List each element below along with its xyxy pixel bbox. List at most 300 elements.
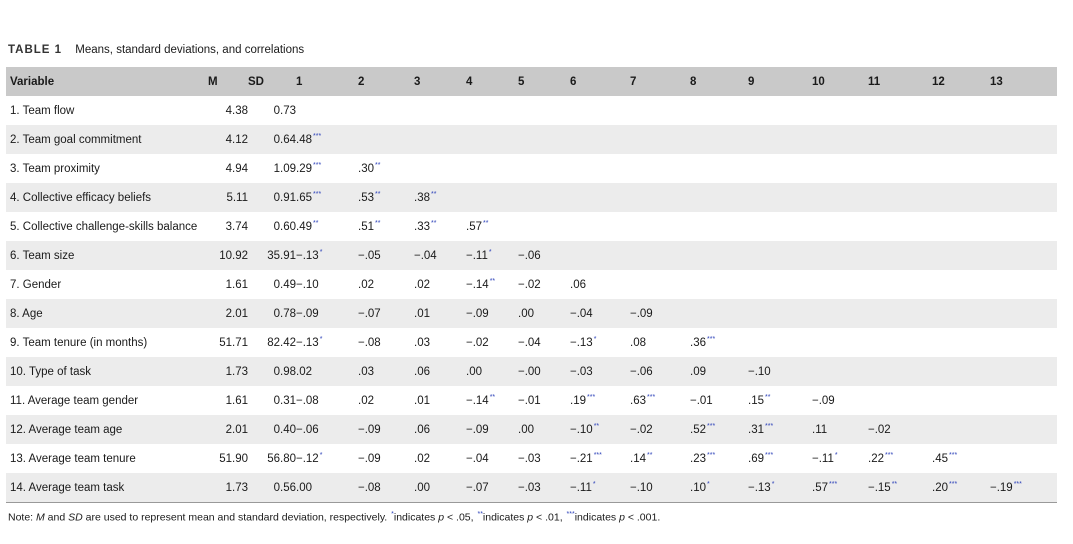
correlation-cell — [358, 473, 414, 503]
correlation-cell — [812, 299, 868, 328]
correlation-cell — [570, 270, 630, 299]
sd-cell: 0.56 — [248, 473, 296, 503]
correlation-cell — [932, 154, 990, 183]
correlation-cell — [812, 212, 868, 241]
correlation-cell — [748, 241, 812, 270]
correlation-value: .10 — [690, 481, 706, 494]
correlation-cell — [414, 444, 466, 473]
column-header: 8 — [690, 75, 697, 88]
table-row — [6, 270, 1057, 299]
correlation-cell — [296, 415, 358, 444]
sd-cell: 0.31 — [273, 394, 296, 407]
correlation-cell — [990, 357, 1057, 386]
note-prefix: Note: — [8, 511, 37, 524]
correlation-value: −.14 — [466, 394, 489, 407]
correlation-cell — [990, 386, 1057, 415]
variable-cell: 2. Team goal commitment — [10, 133, 142, 146]
correlation-cell — [358, 183, 414, 212]
correlation-cell — [690, 154, 748, 183]
correlation-cell — [868, 241, 932, 270]
variable-cell: 3. Team proximity — [10, 162, 100, 175]
correlation-value: −.21 — [570, 452, 593, 465]
mean-cell: 1.61 — [225, 394, 248, 407]
correlation-value: −.03 — [518, 481, 541, 494]
correlation-cell — [748, 183, 812, 212]
correlation-value: −.09 — [296, 307, 319, 320]
correlation-cell — [518, 125, 570, 154]
column-header: 4 — [466, 75, 473, 88]
correlation-cell — [812, 96, 868, 125]
correlation-cell — [414, 212, 466, 241]
correlation-value: .57 — [812, 481, 828, 494]
significance-marker: ** — [489, 278, 496, 286]
sd-cell: 0.49 — [273, 278, 296, 291]
table-row — [6, 125, 1057, 154]
correlation-cell — [296, 357, 358, 386]
note-indicates-3: indicates — [574, 511, 620, 524]
significance-marker: ** — [313, 220, 319, 228]
correlation-cell — [812, 241, 868, 270]
correlation-cell — [466, 270, 518, 299]
variable-cell: 6. Team size — [10, 249, 75, 262]
correlation-cell — [868, 473, 932, 503]
correlation-value: .02 — [296, 365, 312, 378]
correlation-value: −.06 — [296, 423, 319, 436]
correlation-value: .02 — [358, 278, 374, 291]
column-header: 12 — [932, 75, 945, 88]
table-row — [6, 473, 1057, 503]
correlation-cell — [690, 444, 748, 473]
correlation-value: −.15 — [868, 481, 891, 494]
correlation-cell — [748, 154, 812, 183]
sd-cell: 0.78 — [273, 307, 296, 320]
correlation-value: −.09 — [358, 452, 381, 465]
correlation-cell — [414, 270, 466, 299]
correlation-cell — [414, 357, 466, 386]
correlation-cell — [358, 125, 414, 154]
table-row — [6, 154, 1057, 183]
correlation-cell — [630, 125, 690, 154]
correlation-cell — [630, 299, 690, 328]
correlation-cell — [690, 212, 748, 241]
correlation-cell — [414, 415, 466, 444]
correlation-cell — [358, 444, 414, 473]
correlation-value: .23 — [690, 452, 706, 465]
correlation-cell — [630, 444, 690, 473]
correlation-cell — [358, 357, 414, 386]
note-value-3: < .001. — [624, 511, 661, 524]
correlation-value: −.09 — [812, 394, 835, 407]
mean-cell: 4.12 — [225, 133, 248, 146]
correlation-value: .02 — [414, 452, 430, 465]
correlation-cell — [630, 154, 690, 183]
correlation-cell — [414, 328, 466, 357]
variable-cell: 7. Gender — [10, 278, 62, 291]
correlation-value: .48 — [296, 133, 312, 146]
correlation-value: .15 — [748, 394, 764, 407]
significance-marker: ** — [489, 394, 496, 402]
correlation-value: −.02 — [466, 336, 489, 349]
table-row — [6, 299, 1057, 328]
correlation-value: .00 — [466, 365, 482, 378]
correlation-cell — [812, 270, 868, 299]
correlation-cell — [990, 96, 1057, 125]
correlation-cell — [466, 183, 518, 212]
table-row — [6, 444, 1057, 473]
column-header: 2 — [358, 75, 365, 88]
correlation-cell — [932, 241, 990, 270]
correlation-value: −.08 — [296, 394, 319, 407]
correlation-table — [6, 67, 1057, 503]
correlation-value: .02 — [414, 278, 430, 291]
correlation-cell — [296, 183, 358, 212]
significance-marker: ** — [765, 394, 771, 402]
note-value-1: < .05, — [444, 511, 477, 524]
correlation-cell — [518, 473, 570, 503]
table-row — [6, 241, 1057, 270]
correlation-value: −.14 — [466, 278, 489, 291]
correlation-value: .00 — [518, 423, 534, 436]
table-title: Means, standard deviations, and correlations — [75, 44, 305, 56]
correlation-cell — [518, 386, 570, 415]
correlation-value: .09 — [690, 365, 706, 378]
correlation-cell — [570, 183, 630, 212]
correlation-cell — [518, 183, 570, 212]
correlation-cell — [414, 154, 466, 183]
correlation-cell — [570, 357, 630, 386]
significance-marker: *** — [1013, 481, 1022, 489]
correlation-cell — [466, 386, 518, 415]
correlation-cell — [690, 415, 748, 444]
correlation-cell — [358, 386, 414, 415]
correlation-value: .22 — [868, 452, 884, 465]
correlation-cell — [296, 386, 358, 415]
significance-marker: * — [834, 452, 838, 460]
correlation-cell — [932, 386, 990, 415]
correlation-cell — [466, 444, 518, 473]
mean-cell: 1.73 — [225, 365, 248, 378]
correlation-cell — [630, 241, 690, 270]
correlation-value: −.11 — [812, 452, 834, 465]
note-value-2: < .01, — [533, 511, 566, 524]
correlation-cell — [748, 299, 812, 328]
correlation-value: −.03 — [570, 365, 593, 378]
correlation-value: −.13 — [748, 481, 771, 494]
correlation-cell — [466, 328, 518, 357]
correlation-cell — [518, 328, 570, 357]
correlation-cell — [812, 444, 868, 473]
variable-cell: 12. Average team age — [10, 423, 123, 436]
variable-cell: 9. Team tenure (in months) — [10, 336, 148, 349]
correlation-cell — [518, 299, 570, 328]
correlation-value: −.03 — [518, 452, 541, 465]
correlation-cell — [570, 212, 630, 241]
correlation-value: .69 — [748, 452, 764, 465]
variable-cell: 5. Collective challenge-skills balance — [10, 220, 198, 233]
correlation-cell — [358, 299, 414, 328]
correlation-cell — [748, 328, 812, 357]
variable-cell: 11. Average team gender — [10, 394, 139, 407]
significance-marker: * — [319, 249, 323, 257]
sd-cell: 0.64 — [273, 133, 296, 146]
column-header: 11 — [868, 75, 881, 88]
correlation-cell — [690, 357, 748, 386]
correlation-value: .00 — [296, 481, 312, 494]
significance-marker: *** — [593, 452, 602, 460]
correlation-value: −.09 — [466, 423, 489, 436]
correlation-value: .38 — [414, 191, 430, 204]
correlation-value: .65 — [296, 191, 312, 204]
note-p-3: p — [619, 511, 625, 524]
correlation-value: −.10 — [296, 278, 319, 291]
significance-marker: *** — [949, 481, 958, 489]
mean-cell: 2.01 — [225, 307, 248, 320]
correlation-value: .06 — [414, 365, 430, 378]
correlation-cell — [630, 386, 690, 415]
correlation-cell — [518, 415, 570, 444]
correlation-value: .51 — [358, 220, 374, 233]
significance-marker: *** — [313, 191, 322, 199]
significance-marker: *** — [829, 481, 838, 489]
correlation-cell — [570, 96, 630, 125]
correlation-value: −.10 — [570, 423, 593, 436]
significance-marker: *** — [765, 423, 774, 431]
note-star-1: * — [391, 511, 394, 518]
correlation-cell — [296, 154, 358, 183]
correlation-cell — [812, 328, 868, 357]
table-note — [8, 511, 660, 524]
correlation-cell — [932, 357, 990, 386]
correlation-cell — [296, 328, 358, 357]
sd-cell: 82.42 — [267, 336, 296, 349]
table-row — [6, 357, 1057, 386]
column-header: 6 — [570, 75, 577, 88]
correlation-value: .57 — [466, 220, 482, 233]
correlation-value: .33 — [414, 220, 430, 233]
correlation-value: .30 — [358, 162, 374, 175]
significance-marker: ** — [431, 191, 437, 199]
correlation-cell — [868, 299, 932, 328]
sd-cell: 0.60 — [273, 220, 296, 233]
sd-cell: 1.09 — [273, 162, 296, 175]
correlation-value: .03 — [414, 336, 430, 349]
correlation-cell — [296, 299, 358, 328]
correlation-value: −.05 — [358, 249, 381, 262]
correlation-cell — [296, 96, 358, 125]
correlation-cell — [358, 96, 414, 125]
correlation-cell — [466, 125, 518, 154]
correlation-cell — [812, 183, 868, 212]
correlation-value: .52 — [690, 423, 706, 436]
sd-cell: 35.91 — [267, 249, 296, 262]
correlation-cell — [570, 299, 630, 328]
column-header: 5 — [518, 75, 525, 88]
significance-marker: * — [319, 336, 323, 344]
note-p-1: p — [438, 511, 445, 524]
correlation-cell — [570, 328, 630, 357]
correlation-cell — [932, 183, 990, 212]
significance-marker: ** — [375, 220, 381, 228]
correlation-value: −.02 — [630, 423, 653, 436]
significance-marker: *** — [707, 452, 716, 460]
correlation-value: .01 — [414, 307, 430, 320]
mean-cell: 1.61 — [225, 278, 248, 291]
correlation-value: −.11 — [570, 481, 592, 494]
correlation-cell — [466, 299, 518, 328]
column-header: Variable — [10, 75, 55, 88]
note-m: M — [36, 511, 45, 524]
correlation-cell — [868, 154, 932, 183]
correlation-cell — [518, 212, 570, 241]
mean-cell: 1.73 — [208, 473, 248, 503]
significance-marker: *** — [587, 394, 596, 402]
correlation-cell — [466, 473, 518, 503]
correlation-cell — [868, 328, 932, 357]
correlation-cell — [518, 270, 570, 299]
correlation-cell — [466, 96, 518, 125]
correlation-cell — [414, 473, 466, 503]
correlation-cell — [690, 183, 748, 212]
correlation-cell — [932, 444, 990, 473]
significance-marker: *** — [313, 162, 322, 170]
mean-cell: 51.71 — [219, 336, 248, 349]
correlation-value: .14 — [630, 452, 646, 465]
table-row — [6, 96, 1057, 125]
correlation-value: .00 — [518, 307, 534, 320]
mean-cell: 2.01 — [225, 423, 248, 436]
correlation-cell — [990, 473, 1057, 503]
correlation-cell — [690, 386, 748, 415]
correlation-value: .49 — [296, 220, 312, 233]
correlation-cell — [414, 241, 466, 270]
correlation-cell — [358, 241, 414, 270]
correlation-value: −.06 — [518, 249, 541, 262]
correlation-cell — [690, 270, 748, 299]
correlation-value: −.12 — [296, 452, 319, 465]
significance-marker: *** — [765, 452, 774, 460]
correlation-cell — [296, 473, 358, 503]
correlation-value: −.01 — [690, 394, 713, 407]
correlation-cell — [932, 270, 990, 299]
correlation-cell — [690, 125, 748, 154]
correlation-cell — [748, 270, 812, 299]
correlation-value: −.10 — [748, 365, 771, 378]
significance-marker: * — [707, 481, 710, 489]
table-label: TABLE 1 — [8, 44, 63, 56]
correlation-cell — [466, 154, 518, 183]
correlation-cell — [630, 415, 690, 444]
correlation-cell — [570, 154, 630, 183]
correlation-cell — [812, 386, 868, 415]
correlation-cell — [630, 96, 690, 125]
variable-cell: 4. Collective efficacy beliefs — [10, 191, 152, 204]
correlation-cell — [868, 357, 932, 386]
significance-marker: * — [592, 481, 596, 489]
correlation-cell — [518, 357, 570, 386]
correlation-value: −.02 — [518, 278, 541, 291]
correlation-value: .36 — [690, 336, 706, 349]
correlation-cell — [518, 96, 570, 125]
note-star-3: *** — [566, 511, 575, 518]
correlation-value: .08 — [630, 336, 646, 349]
correlation-cell — [690, 473, 748, 503]
correlation-value: −.08 — [358, 336, 381, 349]
correlation-value: −.10 — [630, 481, 653, 494]
column-header: M — [208, 75, 218, 88]
correlation-value: .19 — [570, 394, 586, 407]
correlation-value: .20 — [932, 481, 948, 494]
correlation-cell — [990, 444, 1057, 473]
note-star-2: ** — [477, 511, 483, 518]
note-text: are used to represent mean and standard deviation, respectively. — [82, 511, 391, 524]
correlation-cell — [868, 270, 932, 299]
correlation-cell — [990, 270, 1057, 299]
correlation-cell — [990, 328, 1057, 357]
significance-marker: ** — [647, 452, 653, 460]
correlation-cell — [868, 125, 932, 154]
correlation-cell — [690, 96, 748, 125]
correlation-cell — [932, 415, 990, 444]
table-row — [6, 328, 1057, 357]
correlation-value: −.04 — [414, 249, 437, 262]
correlation-cell — [868, 183, 932, 212]
correlation-cell — [296, 241, 358, 270]
correlation-cell — [812, 154, 868, 183]
correlation-cell — [748, 444, 812, 473]
correlation-cell — [932, 96, 990, 125]
table-body — [6, 96, 1057, 503]
correlation-cell — [570, 473, 630, 503]
correlation-cell — [630, 328, 690, 357]
correlation-value: −.06 — [630, 365, 653, 378]
column-header: 10 — [812, 75, 825, 88]
column-header: 9 — [748, 75, 755, 88]
correlation-cell — [358, 270, 414, 299]
column-header: 13 — [990, 75, 1003, 88]
mean-cell: 51.90 — [219, 452, 248, 465]
correlation-value: .03 — [358, 365, 374, 378]
significance-marker: *** — [707, 336, 716, 344]
note-indicates-2: indicates — [482, 511, 528, 524]
correlation-cell — [466, 357, 518, 386]
significance-marker: * — [593, 336, 597, 344]
correlation-cell — [570, 386, 630, 415]
correlation-value: .00 — [414, 481, 430, 494]
column-header: SD — [248, 75, 264, 88]
correlation-cell — [518, 154, 570, 183]
correlation-cell — [414, 96, 466, 125]
correlation-cell — [990, 415, 1057, 444]
note-sd: SD — [68, 511, 83, 524]
significance-marker: *** — [949, 452, 958, 460]
correlation-cell — [466, 212, 518, 241]
correlation-cell — [748, 415, 812, 444]
correlation-cell — [990, 125, 1057, 154]
variable-cell: 14. Average team task — [6, 473, 208, 503]
correlation-cell — [748, 125, 812, 154]
table-row — [6, 386, 1057, 415]
mean-cell: 5.11 — [226, 191, 248, 204]
significance-marker: * — [771, 481, 775, 489]
correlation-cell — [630, 212, 690, 241]
correlation-cell — [990, 241, 1057, 270]
correlation-cell — [630, 473, 690, 503]
correlation-cell — [414, 125, 466, 154]
correlation-cell — [812, 415, 868, 444]
correlation-value: −.07 — [466, 481, 489, 494]
correlation-cell — [748, 386, 812, 415]
correlation-cell — [570, 125, 630, 154]
